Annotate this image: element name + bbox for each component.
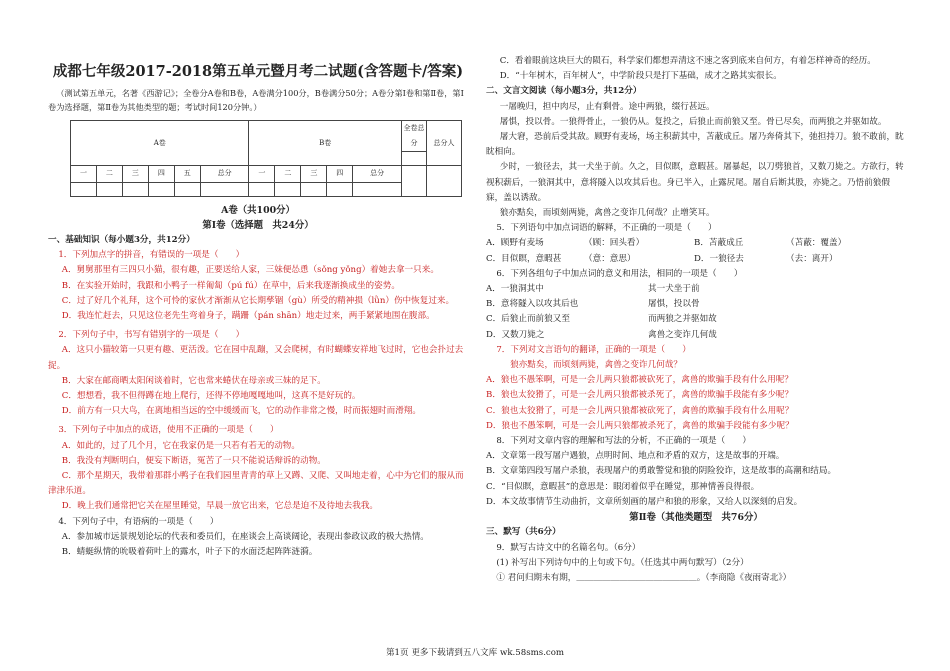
q5-option-d: D．一狼径去 xyxy=(694,253,744,264)
q2-option-a: A．这只小猫较第一只更有趣、更活泼。它在园中乱蹦，又会爬树，有时蝴蝶安祥地飞过时，它也会扑过去捉。 xyxy=(48,345,464,371)
dictation-heading: 三、默写（共6分） xyxy=(486,527,561,538)
q8-stem: 8．下列对文章内容的理解和写法的分析，不正确的一项是（ ） xyxy=(496,436,752,447)
passage-para-5: 狼亦黠矣，而顷刻两毙，禽兽之变诈几何哉？止增笑耳。 xyxy=(499,208,715,219)
page-title: 成都七年级2017-2018第五单元暨月考二试题(含答题卡/答案) xyxy=(52,63,464,80)
q4-option-b: B．蜻蜓纵情的吮吸着荷叶上的露水，叶子下的水面泛起阵阵涟漪。 xyxy=(61,547,318,558)
q5-option-b: B．苫蔽成丘 xyxy=(694,238,744,249)
col-a-1: 一 xyxy=(71,166,97,182)
q3-stem: 3．下列句子中加点的成语，使用不正确的一项是（ ） xyxy=(58,425,279,436)
q2-option-b: B．大家在邮商晒太阳闲谈着时，它也常来蜷伏在母亲或三妹的足下。 xyxy=(61,375,326,386)
left-column xyxy=(48,0,468,560)
total-label: 全卷总分 xyxy=(402,121,427,152)
q1-option-a: A．舅舅那里有三四只小猫，很有趣，正要送给人家，三妹便怂恿（sǒng yǒng）着她去拿一只来。 xyxy=(61,265,439,276)
q8-option-c: C．“目似瞑，意暇甚”的意思是：眼闭着似乎在睡觉，那神情善良得很。 xyxy=(486,481,760,492)
q6-option-d-pair: 禽兽之变诈几何哉 xyxy=(648,329,717,340)
passage-para-4: 少时，一狼径去，其一犬坐于前。久之，目似瞑，意暇甚。屠暴起，以刀劈狼首，又数刀毙之。方欲行，转视积薪后，一狼洞其中，意将隧入以攻其后也。身已半入，止露尻尾。屠自后断其股，亦毙之。乃悟前狼假寐，盖以诱敌。 xyxy=(486,162,904,203)
q4-option-d: D．“十年树木，百年树人”，中学阶段只是打下基础，成才之路其实很长。 xyxy=(499,71,782,82)
col-a-3: 三 xyxy=(122,166,148,182)
q3-option-d: D．晚上我们通常把它关在屋里睡觉，早晨一放它出来，它总是迫不及待地去我我。 xyxy=(61,501,379,512)
right-column xyxy=(486,0,906,586)
q5-option-c-note: （意：意思） xyxy=(584,253,636,264)
q2-stem: 2．下列句子中，书写有错别字的一项是（ ） xyxy=(58,330,245,341)
q7-quote: 狼亦黠矣，而顷刻两毙，禽兽之变诈几何哉？ xyxy=(510,360,682,371)
col-b-5: 总分 xyxy=(353,166,402,182)
q7-stem: 7．下列对文言语句的翻译，正确的一项是（ ） xyxy=(496,344,691,355)
score-table xyxy=(70,120,462,197)
b-label: B卷 xyxy=(249,121,402,166)
a-label: A卷 xyxy=(71,121,249,166)
q6-option-b-pair: 屠惧，投以骨 xyxy=(648,299,700,310)
classical-reading-heading: 二、文言文阅读（每小题3分，共12分） xyxy=(486,86,642,97)
q6-option-a-pair: 其一犬坐于前 xyxy=(648,284,700,295)
basic-knowledge-heading: 一、基础知识（每小题3分，共12分） xyxy=(48,235,195,246)
col-b-2: 二 xyxy=(275,166,301,182)
q7-option-b: B．狼也太狡猾了，可是一会儿两只狼都被杀死了，禽兽的欺骗手段能有多少呢？ xyxy=(486,390,794,401)
part2-heading: 第Ⅱ卷（其他类题型 共76分） xyxy=(629,512,763,524)
q5-option-d-note: （去：离开） xyxy=(786,253,838,264)
q6-row-d xyxy=(486,328,906,343)
col-b-4: 四 xyxy=(327,166,353,182)
passage-para-3: 屠大窘，恐前后受其敌。顾野有麦场，场主积薪其中，苫蔽成丘。屠乃奔倚其下，弛担持刀。狼不敢前，眈眈相向。 xyxy=(486,132,904,158)
page-footer: 第1页 更多下载请到五八文库 wk.58sms.com xyxy=(385,648,565,658)
q2-option-d: D．前方有一只大鸟，在离地相当远的空中缓缓而飞，它的动作非常之慢，时而振翅时而滑翔。 xyxy=(61,406,421,417)
q9-stem: 9．默写古诗文中的名篇名句。（6分） xyxy=(496,542,641,553)
q7-option-d: D．狼也不愚笨啊，可是一会儿两只狼都被杀死了，禽兽的欺骗手段能有多少呢？ xyxy=(486,420,794,431)
q6-stem: 6．下列各组句子中加点词的意义和用法，相同的一项是（ ） xyxy=(496,268,743,279)
q5-stem: 5．下列语句中加点词语的解释，不正确的一项是（ ） xyxy=(496,223,717,234)
q1-option-d: D．我连忙赶去，只见这位老先生弯着身子，蹒跚（pán shān）地走过来，两手紧紧地围在腹部。 xyxy=(61,311,435,322)
q3-option-b: B．我没有判断明白，便妄下断语，冤苦了一只不能说话辩诉的动物。 xyxy=(61,455,326,466)
q4-option-c: C．看着眼前这块巨大的陨石，科学家们都想弄清这不速之客到底来自何方，有着怎样神奇的经历。 xyxy=(499,56,876,66)
q8-option-a: A．文章第一段写屠户遇狼，点明时间、地点和矛盾的双方，这是故事的开端。 xyxy=(486,451,785,462)
q7-option-c: C．狼也太狡猾了，可是一会儿两只狼都被砍死了，禽兽的欺骗手段有什么用呢？ xyxy=(486,405,794,416)
passage-para-2: 屠惧，投以骨。一狼得骨止，一狼仍从。复投之，后狼止而前狼又至。骨已尽矣，而两狼之并驱如故。 xyxy=(499,116,887,127)
q6-option-b: B．意将隧入以攻其后也 xyxy=(486,299,579,310)
q9-blank-line: ① 君问归期未有期，＿＿＿＿＿＿＿＿＿＿＿＿＿＿。（李商隐《夜雨寄北》） xyxy=(496,572,792,583)
q6-option-c-pair: 而两狼之并驱如故 xyxy=(648,314,717,325)
col-a-5: 五 xyxy=(174,166,200,182)
q6-row-a xyxy=(486,282,906,297)
q3-option-c: C．那个星期天，我带着那群小鸭子在我们园里青青的草上又蹲、又爬、又叫地走着，心中为它们的服从而津津乐道。 xyxy=(48,471,464,497)
q6-option-d: D．又数刀毙之 xyxy=(486,329,545,340)
q4-stem: 4．下列句子中，有语病的一项是（ ） xyxy=(58,516,219,527)
col-b-3: 三 xyxy=(301,166,327,182)
q5-row-cd xyxy=(486,252,906,267)
q5-option-a: A．顾野有麦场 xyxy=(486,238,544,249)
q3-option-a: A．如此的，过了几个月，它在我家仍是一只若有若无的动物。 xyxy=(61,440,300,451)
q1-option-b: B．在实验开始时，我跟和小鸭子一样匍匐（pú fú）在草中，后来我逐渐换成坐的姿势。 xyxy=(61,280,400,291)
q5-option-a-note: （顾：回头看） xyxy=(584,238,645,249)
q6-row-c xyxy=(486,312,906,327)
col-b-1: 一 xyxy=(249,166,275,182)
q7-option-a: A．狼也不愚笨啊，可是一会儿两只狼都被砍死了，禽兽的欺骗手段有什么用呢？ xyxy=(486,375,793,386)
col-a-2: 二 xyxy=(96,166,122,182)
q1-option-c: C．过了好几个礼拜，这个可怜的家伙才渐渐从它长期孳锢（gù）所受的精神损（lǜn）伤中恢复过来。 xyxy=(61,295,455,306)
col-a-6: 总分 xyxy=(200,166,249,182)
q4-option-a: A．参加城市远景规划论坛的代表和委员们，在座谈会上高谈阔论，表现出参政议政的极大热情。 xyxy=(61,531,429,542)
q6-option-c: C．后狼止而前狼又至 xyxy=(486,314,570,325)
exam-intro: （测试第五单元，名著《西游记》；全卷分A卷和B卷，A卷满分100分，B卷满分50分；A卷分第Ⅰ卷和第Ⅱ卷，第Ⅰ卷为选择题，第Ⅱ卷为其他类型的题；考试时间120分钟。） xyxy=(48,88,464,112)
q8-option-d: D．本文故事情节生动曲折，文章所刻画的屠户和狼的形象，又给人以深刻的启发。 xyxy=(486,496,803,507)
reviewer-label: 总分人 xyxy=(427,121,462,166)
q5-row-ab xyxy=(486,236,906,251)
q5-option-b-note: （苫蔽：覆盖） xyxy=(786,238,847,249)
part1-heading: 第Ⅰ卷（选择题 共24分） xyxy=(202,219,314,231)
q6-row-b xyxy=(486,297,906,312)
section-a-heading: A卷（共100分） xyxy=(221,204,295,216)
q2-option-c: C．想想看，我不但得蹲在地上爬行，还得不停地嘎嘎地叫，这真不是好玩的。 xyxy=(61,391,361,402)
q1-stem: 1．下列加点字的拼音，有错误的一项是（ ） xyxy=(58,250,245,261)
q8-option-b: B．文章第四段写屠户杀狼，表现屠户的勇敢警觉和狼的阴险狡诈，这是故事的高潮和结局。 xyxy=(486,466,837,477)
col-a-4: 四 xyxy=(148,166,174,182)
q6-option-a: A．一狼洞其中 xyxy=(486,284,544,295)
q9-sub1: (1) 补写出下列诗句中的上句或下句。（任选其中两句默写）（2分） xyxy=(496,557,749,568)
q5-option-c: C．目似瞑，意暇甚 xyxy=(486,253,562,264)
passage-para-1: 一屠晚归，担中肉尽，止有剩骨。途中两狼，缀行甚远。 xyxy=(499,101,715,112)
